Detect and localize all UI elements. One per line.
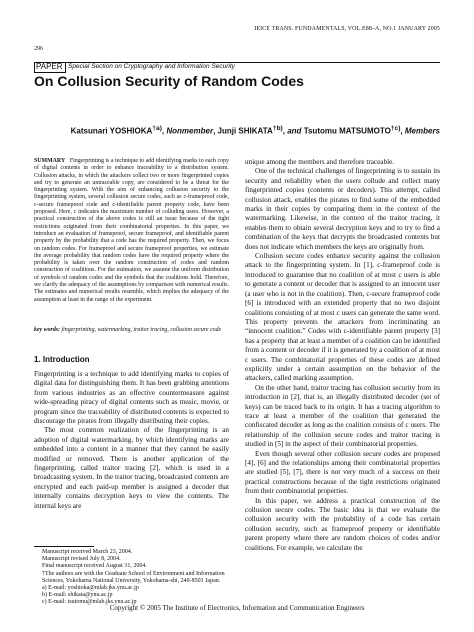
author-1-role: Nonmember <box>166 126 214 136</box>
footnote-email-a: a) E-mail: yoshioka@mlab.jks.ynu.ac.jp <box>42 585 139 592</box>
right-column <box>245 158 440 553</box>
intro-paragraph-2: The most common realization of the fingerprinting is an adoption of digital watermarking, by which identifying marks are embedded into a content in a manner that they cannot be easily modified or removed. There is another application of the fingerprinting, called traitor tracing [2], which is used in a broadcasting system. In the traitor tracing, broadcasted contents are encrypted and each paid-up member is assigned a decoder that internally contains decryption keys to view the contents. The internal keys are <box>34 426 229 510</box>
footnotes <box>34 549 234 607</box>
journal-header: IEICE TRANS. FUNDAMENTALS, VOL.E88–A, NO.1 JANUARY 2005 <box>254 26 440 32</box>
author-2-3-role: Members <box>404 126 440 136</box>
footnote-received: Manuscript received March 23, 2004. <box>42 549 133 555</box>
paper-label: PAPER <box>34 62 66 73</box>
author-3: Tsutomu MATSUMOTO <box>303 126 391 136</box>
paper-title: On Collusion Security of Random Codes <box>34 73 304 89</box>
footnote-affiliation: †The authors are with the Graduate School of Environment and Information Sciences, Yokohama National University, Yokohama-shi, 240-8501 Japan. <box>42 570 225 584</box>
footnote-rule <box>34 546 94 547</box>
footnote-email-b: b) E-mail: shikata@ynu.ac.jp <box>42 592 113 599</box>
author-2-affil: †b) <box>272 125 283 132</box>
author-1: Katsunari YOSHIOKA <box>70 126 153 136</box>
abstract-label: SUMMARY <box>34 158 66 164</box>
abstract-text: Fingerprinting is a technique to add identifying marks to each copy of digital contents in order to enhance traceability to a distribution system. Collusion attacks, in which the attackers collect two or more fingerprinted copies and try to generate an untraceable copy, are considered to be a threat for the fingerprinting system. With the aim of enhancing collusion security to the fingerprinting system, several collusion secure codes, such as c-frameproof code, c-secure frameproof code and c-identifiable parent property code, have been proposed. Here, c indicates the maximum number of colluding users. However, a practical construction of the above codes is still an issue because of the tight restrictions originated from their combinatorial properties. In this paper, we introduce an evaluation of frameproof, secure frameproof, and identifiable parent property by the probability that a code has the required property. Then, we focus on random codes. For frameproof and secure frameproof properties, we estimate the average probability that random codes have the required property where the probability is taken over the random construction of codes and random construction of coalitions. For the estimation, we assume the uniform distribution of symbols of random codes and the symbols that the coalitions hold. Therefore, we clarify the adequacy of the assumptions by comparison with numerical results. The estimates and numerical results resemble, which implies the adequacy of the assumption at least in the range of the experiment. <box>34 158 229 303</box>
footnote-email-c: c) E-mail: tsutomu@mlab.jks.ynu.ac.jp <box>42 599 137 606</box>
author-2: Junji SHIKATA <box>217 126 273 136</box>
right-paragraph-3: On the other hand, traitor tracing has collusion security from its introduction in [2], that is, an illegally distributed decoder (set of keys) can be traced back to its origin. It has a tracing algorithm to trace at least a member of the coalition that generated the confiscated decoder as long as the coalition consists of c users. The relationship of the collusion secure codes and traitor tracing is studied in [5] in the aspect of their combinatorial properties. <box>245 383 440 449</box>
author-line: Katsunari YOSHIOKA$^{\dagger a)}$, Nonmember, Junji SHIKATA$^{\dagger b)}$, and Tsutomu MATSUMOTO$^{\dagger c)}$, Members <box>70 125 440 136</box>
keywords-text: fingerprinting, watermarking, traitor tracing, collusion secure code <box>61 327 222 333</box>
copyright-footer: Copyright © 2005 The Institute of Electronics, Information and Communication Engineers <box>109 604 365 612</box>
right-paragraph-4: Even though several other collusion secure codes are proposed [4], [6] and the relationships among their combinatorial properties are studied [5], [7], there is not very much of a success on their practical constructions because of the tight restrictions originated from their combinatorial properties. <box>245 449 440 496</box>
author-1-affil: †a) <box>152 125 162 132</box>
keywords <box>34 327 229 334</box>
keywords-label: key words: <box>34 327 61 333</box>
right-paragraph-1: One of the technical challenges of fingerprinting is to sustain its security and reliability when the users collude and collect many fingerprinted copies (contents or decoders). This attempt, called collusion attack, enables the pirates to find some of the embedded marks in their copies by comparing them in the context of the watermarking. Likewise, in the context of the traitor tracing, it enables them to obtain several decryption keys and to try to find a combination of the keys that decrypts the broadcasted contents but does not indicate which members the keys are originally from. <box>245 167 440 251</box>
intro-heading: 1. Introduction <box>34 355 90 364</box>
right-paragraph-0: unique among the members and therefore traceable. <box>245 158 395 166</box>
intro-paragraph-1: Fingerprinting is a technique to add identifying marks to copies of digital data for distinguishing them. It has been grabbing attentions from various industries as an effective countermeasure against wide-spreading piracy of digital contents such as music, movie, or program since the traceability of distributed contents is expected to discourage the pirates from illegally distributing their copies. <box>34 370 229 426</box>
author-3-affil: †c) <box>390 125 401 132</box>
abstract <box>34 158 229 304</box>
special-section-title: Special Section on Cryptography and Information Security <box>68 63 235 70</box>
intro-body <box>34 370 229 511</box>
right-paragraph-2: Collusion secure codes enhance security against the collusion attack to the fingerprinting system. In [1], c-frameproof code is introduced to guarantee that no coalition of at most c users is able to generate a content or decoder that is assigned to an innocent user (a user who is not in the coalition). Then, c-secure frameproof code [6] is introduced with an extended property that no two disjoint coalitions consisting of at most c users can generate the same word. This property prevents the attackers from incriminating an “innocent coalition.” Codes with c-identifiable parent property [3] has a property that at least a member of a coalition can be identified from a content or decoder if it is generated by a coalition of at most c users. The combinatorial properties of these codes are defined explicitly under a certain assumption on the behavior of the attackers, called marking assumption. <box>245 252 440 383</box>
page-number: 296 <box>34 46 43 52</box>
right-paragraph-5: In this paper, we address a practical construction of the collusion secure codes. The basic idea is that we evaluate the collusion security with the probability of a code has certain collusion security, such as frameproof property or identifiable parent property where there are random choices of codes and/or coalitions. For example, we calculate the <box>245 496 440 552</box>
footnote-revised: Manuscript revised July 8, 2004. <box>42 556 121 563</box>
footnote-final: Final manuscript received August 31, 2004. <box>42 563 147 570</box>
